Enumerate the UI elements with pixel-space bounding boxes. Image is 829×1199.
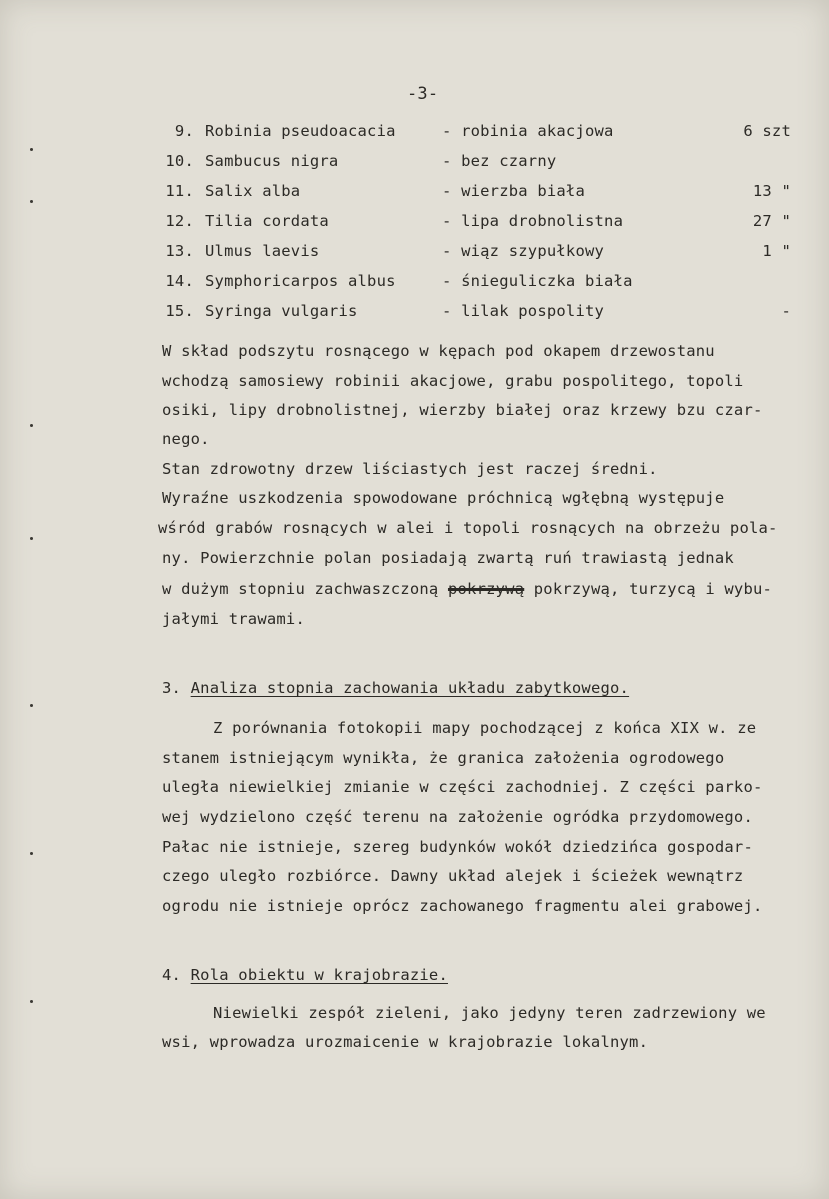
struck-word: pokrzywą xyxy=(447,580,525,598)
species-latin-name: Symphoricarpos albus xyxy=(205,272,396,290)
binding-mark xyxy=(30,424,33,427)
species-polish-name: - robinia akacjowa xyxy=(442,122,614,140)
binding-mark xyxy=(30,704,33,707)
paragraph-line: jałymi trawami. xyxy=(162,610,305,628)
binding-mark xyxy=(30,1000,33,1003)
species-polish-name: - lipa drobnolistna xyxy=(442,212,624,230)
species-polish-name: - lilak pospolity xyxy=(442,302,605,320)
paragraph-line: Pałac nie istnieje, szereg budynków wokół dziedzińca gospodar- xyxy=(162,838,753,856)
paragraph-line: W skład podszytu rosnącego w kępach pod okapem drzewostanu xyxy=(162,342,715,360)
species-polish-name: - wierzba biała xyxy=(442,182,585,200)
species-polish-name: - śnieguliczka biała xyxy=(442,272,633,290)
binding-mark xyxy=(30,148,33,151)
section-title: Analiza stopnia zachowania układu zabytkowego. xyxy=(190,679,630,697)
binding-mark xyxy=(30,852,33,855)
species-number: 10. xyxy=(165,152,194,170)
species-quantity: 13 " xyxy=(752,182,791,200)
species-polish-name: - bez czarny xyxy=(442,152,557,170)
species-number: 13. xyxy=(165,242,194,260)
page-number: -3- xyxy=(407,84,439,104)
paragraph-line: wsi, wprowadza urozmaicenie w krajobrazie lokalnym. xyxy=(162,1033,649,1051)
paragraph-line: osiki, lipy drobnolistnej, wierzby białej oraz krzewy bzu czar- xyxy=(162,401,763,419)
section-title: Rola obiektu w krajobrazie. xyxy=(190,966,448,984)
paragraph-line: uległa niewielkiej zmianie w części zachodniej. Z części parko- xyxy=(162,778,763,796)
paragraph-line: wśród grabów rosnących w alei i topoli rosnących na obrzeżu pola- xyxy=(158,519,778,537)
species-quantity: 1 " xyxy=(762,242,791,260)
species-quantity: 27 " xyxy=(752,212,791,230)
binding-mark xyxy=(30,200,33,203)
species-latin-name: Salix alba xyxy=(205,182,301,200)
binding-mark xyxy=(30,537,33,540)
section-number: 3. xyxy=(162,679,182,697)
species-quantity: - xyxy=(781,302,791,320)
paragraph-line: Niewielki zespół zieleni, jako jedyny teren zadrzewiony we xyxy=(213,1004,766,1022)
species-number: 15. xyxy=(165,302,194,320)
species-latin-name: Ulmus laevis xyxy=(205,242,320,260)
species-latin-name: Robinia pseudoacacia xyxy=(205,122,396,140)
species-latin-name: Tilia cordata xyxy=(205,212,329,230)
paragraph-text: w dużym stopniu zachwaszczoną xyxy=(162,580,448,598)
paragraph-line: ogrodu nie istnieje oprócz zachowanego fragmentu alei grabowej. xyxy=(162,897,763,915)
paragraph-line: czego uległo rozbiórce. Dawny układ alejek i ścieżek wewnątrz xyxy=(162,867,744,885)
paragraph-text: pokrzywą, turzycą i wybu- xyxy=(524,580,773,598)
species-quantity: 6 szt xyxy=(743,122,791,140)
paragraph-line: wchodzą samosiewy robinii akacjowe, grabu pospolitego, topoli xyxy=(162,372,744,390)
section-number: 4. xyxy=(162,966,182,984)
species-polish-name: - wiąz szypułkowy xyxy=(442,242,605,260)
paragraph-line xyxy=(162,580,772,598)
paragraph-line: Z porównania fotokopii mapy pochodzącej z końca XIX w. ze xyxy=(213,719,757,737)
species-number: 11. xyxy=(165,182,194,200)
section-4-heading xyxy=(162,966,448,984)
species-latin-name: Syringa vulgaris xyxy=(205,302,358,320)
section-3-heading xyxy=(162,679,629,697)
paragraph-line: wej wydzielono część terenu na założenie ogródka przydomowego. xyxy=(162,808,753,826)
paragraph-line: Stan zdrowotny drzew liściastych jest raczej średni. xyxy=(162,460,658,478)
paragraph-line: Wyraźne uszkodzenia spowodowane próchnicą wgłębną występuje xyxy=(162,489,725,507)
species-latin-name: Sambucus nigra xyxy=(205,152,339,170)
paragraph-line: nego. xyxy=(162,430,210,448)
paragraph-line: ny. Powierzchnie polan posiadają zwartą ruń trawiastą jednak xyxy=(162,549,734,567)
species-number: 14. xyxy=(165,272,194,290)
species-number: 9. xyxy=(174,122,194,140)
paragraph-line: stanem istniejącym wynikła, że granica założenia ogrodowego xyxy=(162,749,725,767)
species-number: 12. xyxy=(165,212,194,230)
